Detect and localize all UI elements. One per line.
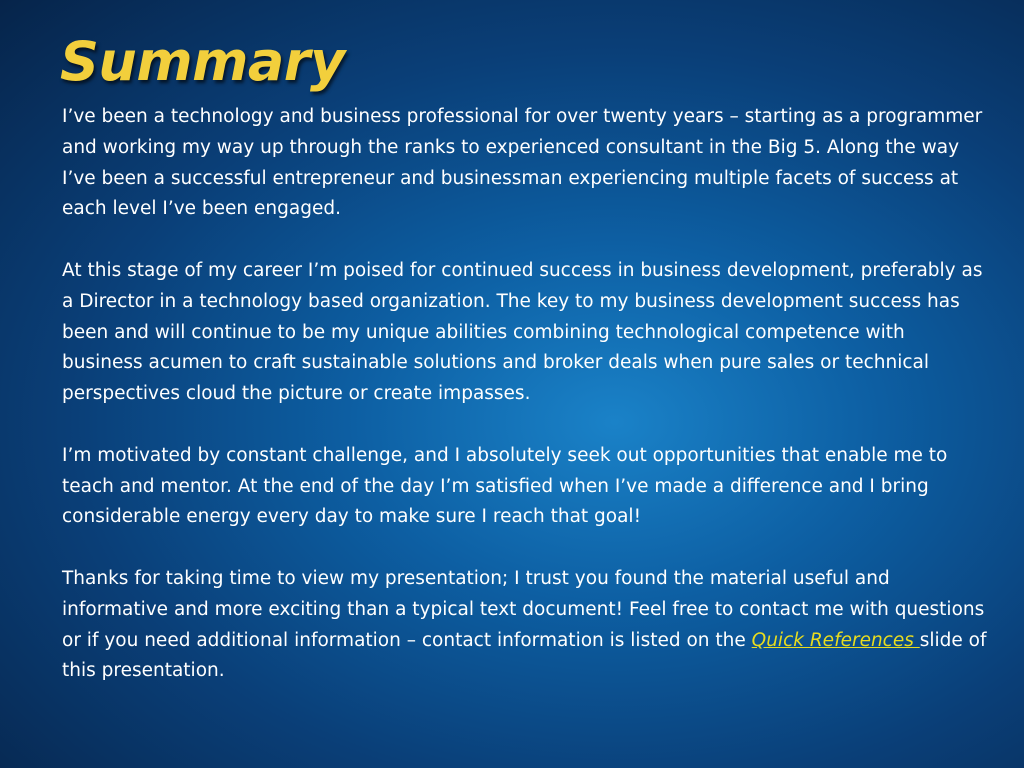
paragraph-motivation: I’m motivated by constant challenge, and I absolutely seek out opportunities that enable me to teach and mentor. At the end of the day I’m satisfied when I’ve made a difference and I bring considerable energy every day to make sure I reach that goal! (62, 444, 948, 528)
quick-references-link[interactable]: Quick References (751, 629, 920, 651)
paragraph-closing (62, 564, 988, 687)
paragraph-intro: I’ve been a technology and business professional for over twenty years – starting as a programmer and working my way up through the ranks to experienced consultant in the Big 5. Along the way I’ve been a successful entrepreneur and businessman experiencing multiple facets of success at each level I’ve been engaged. (62, 106, 983, 220)
slide-body (62, 102, 988, 718)
closing-text-after-link: slide of this presentation. (62, 629, 987, 682)
slide-title: Summary (60, 30, 345, 93)
closing-text-before-link: Thanks for taking time to view my presentation; I trust you found the material useful and informative and more exciting than a typical text document! Feel free to contact me with questions or if you need additional information – contact information is listed on the (62, 567, 985, 651)
paragraph-career-goals: At this stage of my career I’m poised for continued success in business development, preferably as a Director in a technology based organization. The key to my business development success has been and will continue to be my unique abilities combining technological competence with business acumen to craft sustainable solutions and broker deals when pure sales or technical perspectives cloud the picture or create impasses. (62, 259, 983, 405)
